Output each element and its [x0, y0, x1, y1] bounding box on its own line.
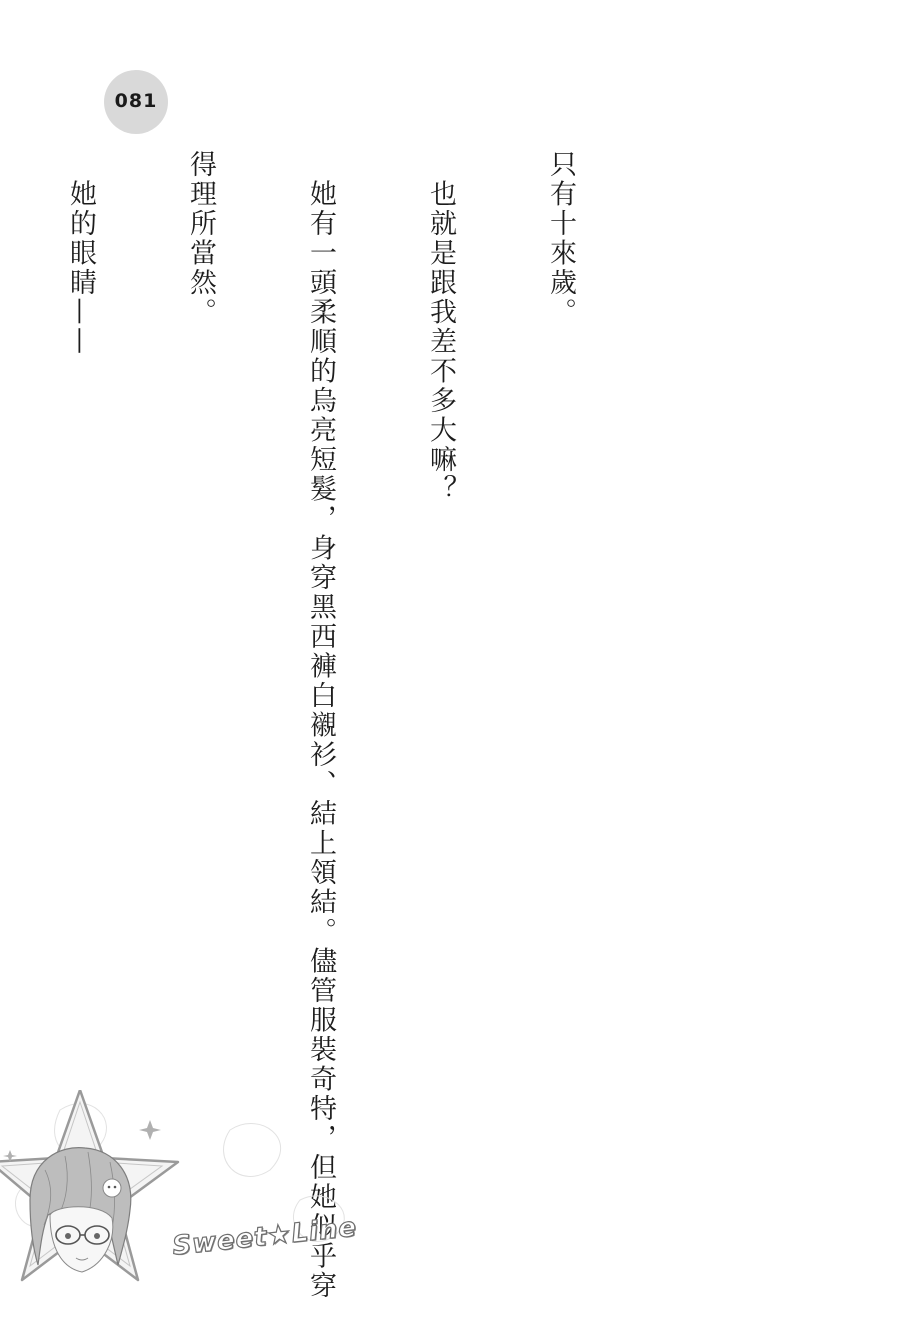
- text-line: 她有一頭柔順的烏亮短髮，身穿黑西褲白襯衫、結上領結。儘管服裝奇特，但她似乎穿: [305, 150, 336, 1301]
- sweet-line-logo: Sweet★Line: [170, 1212, 359, 1262]
- text-line: 她的眼睛——: [65, 150, 96, 357]
- star-character-illustration-icon: [0, 1090, 380, 1321]
- page-number: 081: [114, 90, 158, 112]
- text-line: 只有十來歲。: [545, 150, 576, 327]
- text-line: 也就是跟我差不多大嘛？: [425, 150, 456, 504]
- text-line: 得理所當然。: [185, 150, 216, 327]
- page-number-badge: [104, 70, 168, 134]
